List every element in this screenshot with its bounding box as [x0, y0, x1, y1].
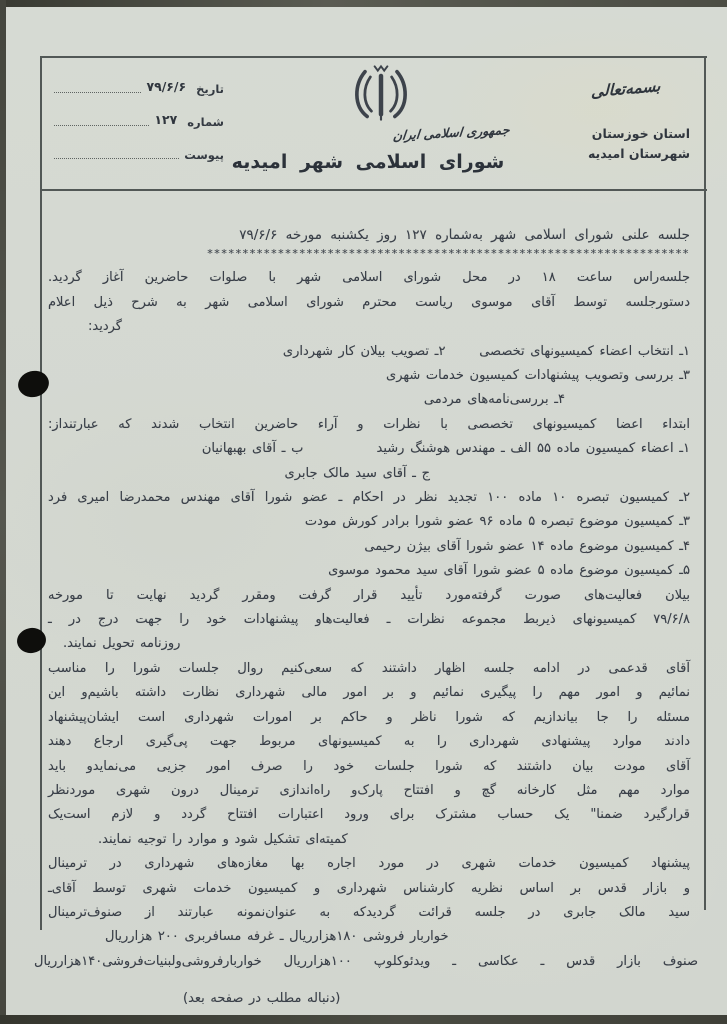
- document-line-12: ۲ـ کمیسیون تبصره ۱۰ ماده ۱۰۰ تجدید نظر در احکام ـ عضو شورا آقای مهندس محمدرضا امیری فرد: [48, 490, 690, 506]
- number-value: ۱۲۷: [154, 112, 178, 127]
- document-line-17: ۷۹/۶/۸ کمیسیونهای ذیربط مجموعه نظرات ـ فعالیت‌هاو پیشنهادات خود را جهت درج در ـ: [48, 612, 690, 628]
- date-field: [54, 76, 224, 96]
- republic-calligraphy: جمهوری اسلامی ایران: [392, 121, 511, 144]
- document-line-29: سید مالک جابری در جلسه قرائت گردیدکه به عنوان‌نمونه عبارتند از صنوف‌ترمینال: [48, 904, 690, 920]
- iran-emblem-icon: [349, 61, 413, 129]
- document-line-26: کمیته‌ای تشکیل شود و موارد را توجیه نمایند.: [98, 831, 348, 847]
- county-name: شهرستان امیدیه: [587, 146, 690, 161]
- dotted-line: [54, 91, 141, 93]
- page-frame-left-rule: [40, 56, 42, 930]
- number-label: شماره: [187, 115, 224, 129]
- bismillah-calligraphy: بسمه‌تعالی: [591, 76, 662, 102]
- document-line-11: ج ـ آقای سید مالک جابری: [284, 465, 430, 481]
- document-line-24: موارد مهم مثل کارخانه گچ و افتتاح پارک‌و راه‌اندازی ترمینال درون شهری موردنظر: [48, 782, 690, 798]
- date-value: ۷۹/۶/۶: [146, 79, 187, 94]
- hole-punch: [15, 626, 48, 656]
- document-line-31: صنوف بازار قدس ـ عکاسی ـ ویدئوکلوپ ۱۰۰هزارریال خواربارفروشی‌ولبنیات‌فروشی۱۴۰هزارریال: [34, 953, 699, 969]
- hole-punch: [15, 368, 51, 401]
- document-line-15: ۵ـ کمیسیون موضوع ماده ۵ عضو شورا آقای سید محمود موسوی: [328, 563, 690, 579]
- document-line-7: ۳ـ بررسی وتصویب پیشنهادات کمیسیون خدمات شهری: [386, 368, 690, 384]
- document-line-10: ۱ـ اعضاء کمیسیون ماده ۵۵ الف ـ مهندس هوشنگ رشید ب ـ آقای بهبهانیان: [201, 441, 690, 457]
- dotted-line: [54, 124, 149, 126]
- scan-edge-top: [0, 0, 727, 7]
- number-field: [54, 109, 224, 129]
- scan-edge-left: [0, 0, 6, 1024]
- document-line-9: ابتداء اعضا کمیسیونهای تخصصی با نظرات و آراء حاضرین انتخاب شدند که عبارتنداز:: [48, 416, 690, 432]
- document-line-22: دادند موارد پیشنهادی شهرداری را به کمیسیونهای مربوط جهت پی‌گیری ارجاع دهند: [48, 734, 690, 750]
- attachment-label: پیوست: [184, 148, 224, 162]
- document-line-8: ۴ـ بررسی‌نامه‌های مردمی: [423, 392, 565, 408]
- document-line-13: ۳ـ کمیسیون موضوع تبصره ۵ ماده ۹۶ عضو شورا برادر کورش مودت: [304, 514, 690, 530]
- document-line-23: آقای مودت بیان داشتند که شورا جلسات خود را صرف امور جزیی می‌نمایدو باید: [48, 758, 690, 774]
- province-name: استان خوزستان: [591, 126, 690, 141]
- document-line-4: دستورجلسه توسط آقای موسوی ریاست محترم شورای اسلامی شهر به شرح ذیل اعلام: [48, 294, 690, 310]
- council-title: شورای اسلامی شهر امیدیه: [231, 151, 505, 173]
- document-line-27: پیشنهاد کمیسیون خدمات شهری در مورد اجاره بها مغازه‌های شهرداری در ترمینال: [48, 856, 690, 872]
- document-line-30: خواربار فروشی ۱۸۰هزارریال ـ غرفه مسافربری ۲۰۰ هزارریال: [105, 929, 449, 945]
- document-line-5: گردید:: [88, 319, 122, 335]
- document-line-32: (دنباله مطلب در صفحه بعد): [183, 991, 341, 1007]
- document-line-3: جلسه‌راس ساعت ۱۸ در محل شورای اسلامی شهر با صلوات حاضرین آغاز گردید.: [48, 270, 690, 286]
- document-line-20: نمائیم و امور مهم را پیگیری نمائیم و بر امور مالی شهرداری نظارت داشته باشیم‌و این: [48, 685, 690, 701]
- document-line-21: مسئله را جا بیاندازیم که شورا ناظر و حاکم بر امورات شهرداری است ایشان‌پیشنهاد: [48, 709, 690, 725]
- document-line-6: ۱ـ انتخاب اعضاء کمیسیونهای تخصصی ۲ـ تصویب بیلان کار شهرداری: [282, 343, 690, 359]
- header-box-bottom-rule: [41, 189, 707, 191]
- dotted-line: [54, 157, 179, 159]
- date-label: تاریخ: [196, 82, 224, 96]
- document-line-2: ********************************************************************: [207, 247, 690, 261]
- document-line-19: آقای قدعمی در ادامه جلسه اظهار داشتند که سعی‌کنیم روال جلسات شورا را مناسب: [48, 660, 690, 676]
- document-line-1: جلسه علنی شورای اسلامی شهر به‌شماره ۱۲۷ روز یکشنبه مورخه ۷۹/۶/۶: [239, 227, 690, 243]
- document-body: [34, 220, 699, 1012]
- scan-edge-bottom: [0, 1015, 727, 1024]
- document-line-16: بیلان فعالیت‌های صورت گرفته‌مورد تأیید قرار گرفت ومقرر گردید نهایت تا مورخه: [48, 587, 690, 603]
- document-line-18: روزنامه تحویل نمایند.: [63, 636, 181, 652]
- document-line-14: ۴ـ کمیسیون موضوع ماده ۱۴ عضو شورا آقای بیژن رحیمی: [364, 538, 690, 554]
- header-box-top-rule: [41, 56, 707, 58]
- document-line-28: و بازار قدس بر اساس نظریه کارشناس شهرداری و کمیسیون خدمات شهری توسط آقای‌ـ: [48, 880, 690, 896]
- page-frame-right-rule: [704, 56, 706, 910]
- document-line-25: قرارگیرد ضمنا" یک حساب مشترک برای ورود اعتبارات افتتاح گردد و لازم است‌یک: [48, 807, 690, 823]
